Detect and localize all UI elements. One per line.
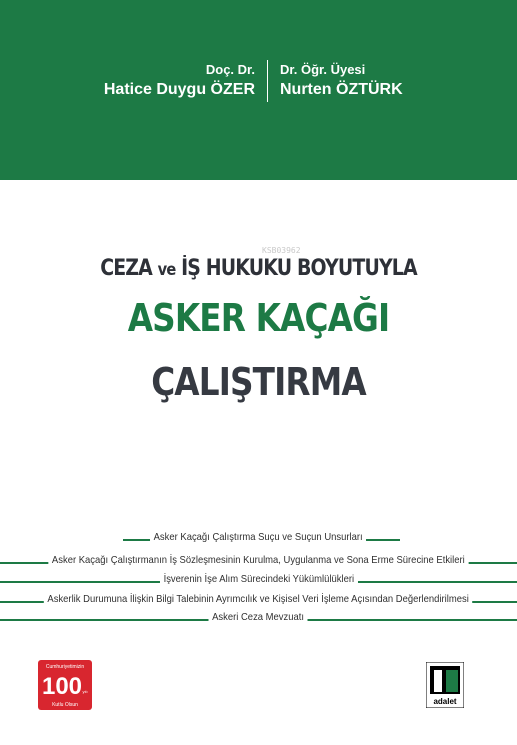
topic-text: Askeri Ceza Mevzuatı (209, 611, 308, 623)
author-2-name: Nurten ÖZTÜRK (280, 81, 403, 98)
topic-text: Asker Kaçağı Çalıştırma Suçu ve Suçun Unsurları (150, 531, 366, 543)
publisher-mark-right (446, 670, 458, 692)
topic-text: Askerlik Durumuna İlişkin Bilgi Talebinin Ayrımcılık ve Kişisel Veri İşleme Açısından Değerlendirilmesi (44, 593, 473, 605)
book-title-line-2: ÇALIŞTIRMA (151, 360, 366, 404)
topic-row (0, 570, 517, 590)
topic-row (0, 590, 517, 610)
topic-text: Asker Kaçağı Çalıştırmanın İş Sözleşmesinin Kurulma, Uygulanma ve Sona Erme Sürecine Etkileri (48, 554, 468, 566)
logo-number: 100 (41, 673, 83, 700)
author-1 (104, 62, 255, 100)
logo-suffix: yılı (82, 689, 88, 694)
subtitle-part-2: İŞ HUKUKU BOYUTUYLA (175, 256, 417, 281)
author-2-title: Dr. Öğr. Üyesi (280, 62, 366, 77)
topic-row (0, 551, 517, 571)
topic-text: İşverenin İşe Alım Sürecindeki Yükümlülükleri (160, 573, 358, 585)
book-subtitle (36, 256, 481, 281)
author-divider (267, 60, 268, 102)
anniversary-100-logo (38, 660, 92, 710)
subtitle-part-1: CEZA (100, 256, 158, 281)
watermark: KSB03962 (262, 246, 301, 255)
author-2 (280, 62, 403, 100)
author-1-title: Doç. Dr. (205, 62, 255, 77)
publisher-mark-left (434, 670, 442, 692)
logo-bottom-text: Kutlu Olsun (52, 702, 78, 708)
book-title-line-1: ASKER KAÇAĞI (127, 296, 390, 340)
topic-row (0, 608, 517, 628)
publisher-name: adalet (433, 697, 457, 706)
subtitle-connector: ve (157, 260, 176, 280)
logo-top-text: Cumhuriyetimizin (45, 664, 85, 670)
topic-row (0, 528, 517, 548)
header-band (0, 0, 517, 180)
author-1-name: Hatice Duygu ÖZER (103, 81, 255, 98)
